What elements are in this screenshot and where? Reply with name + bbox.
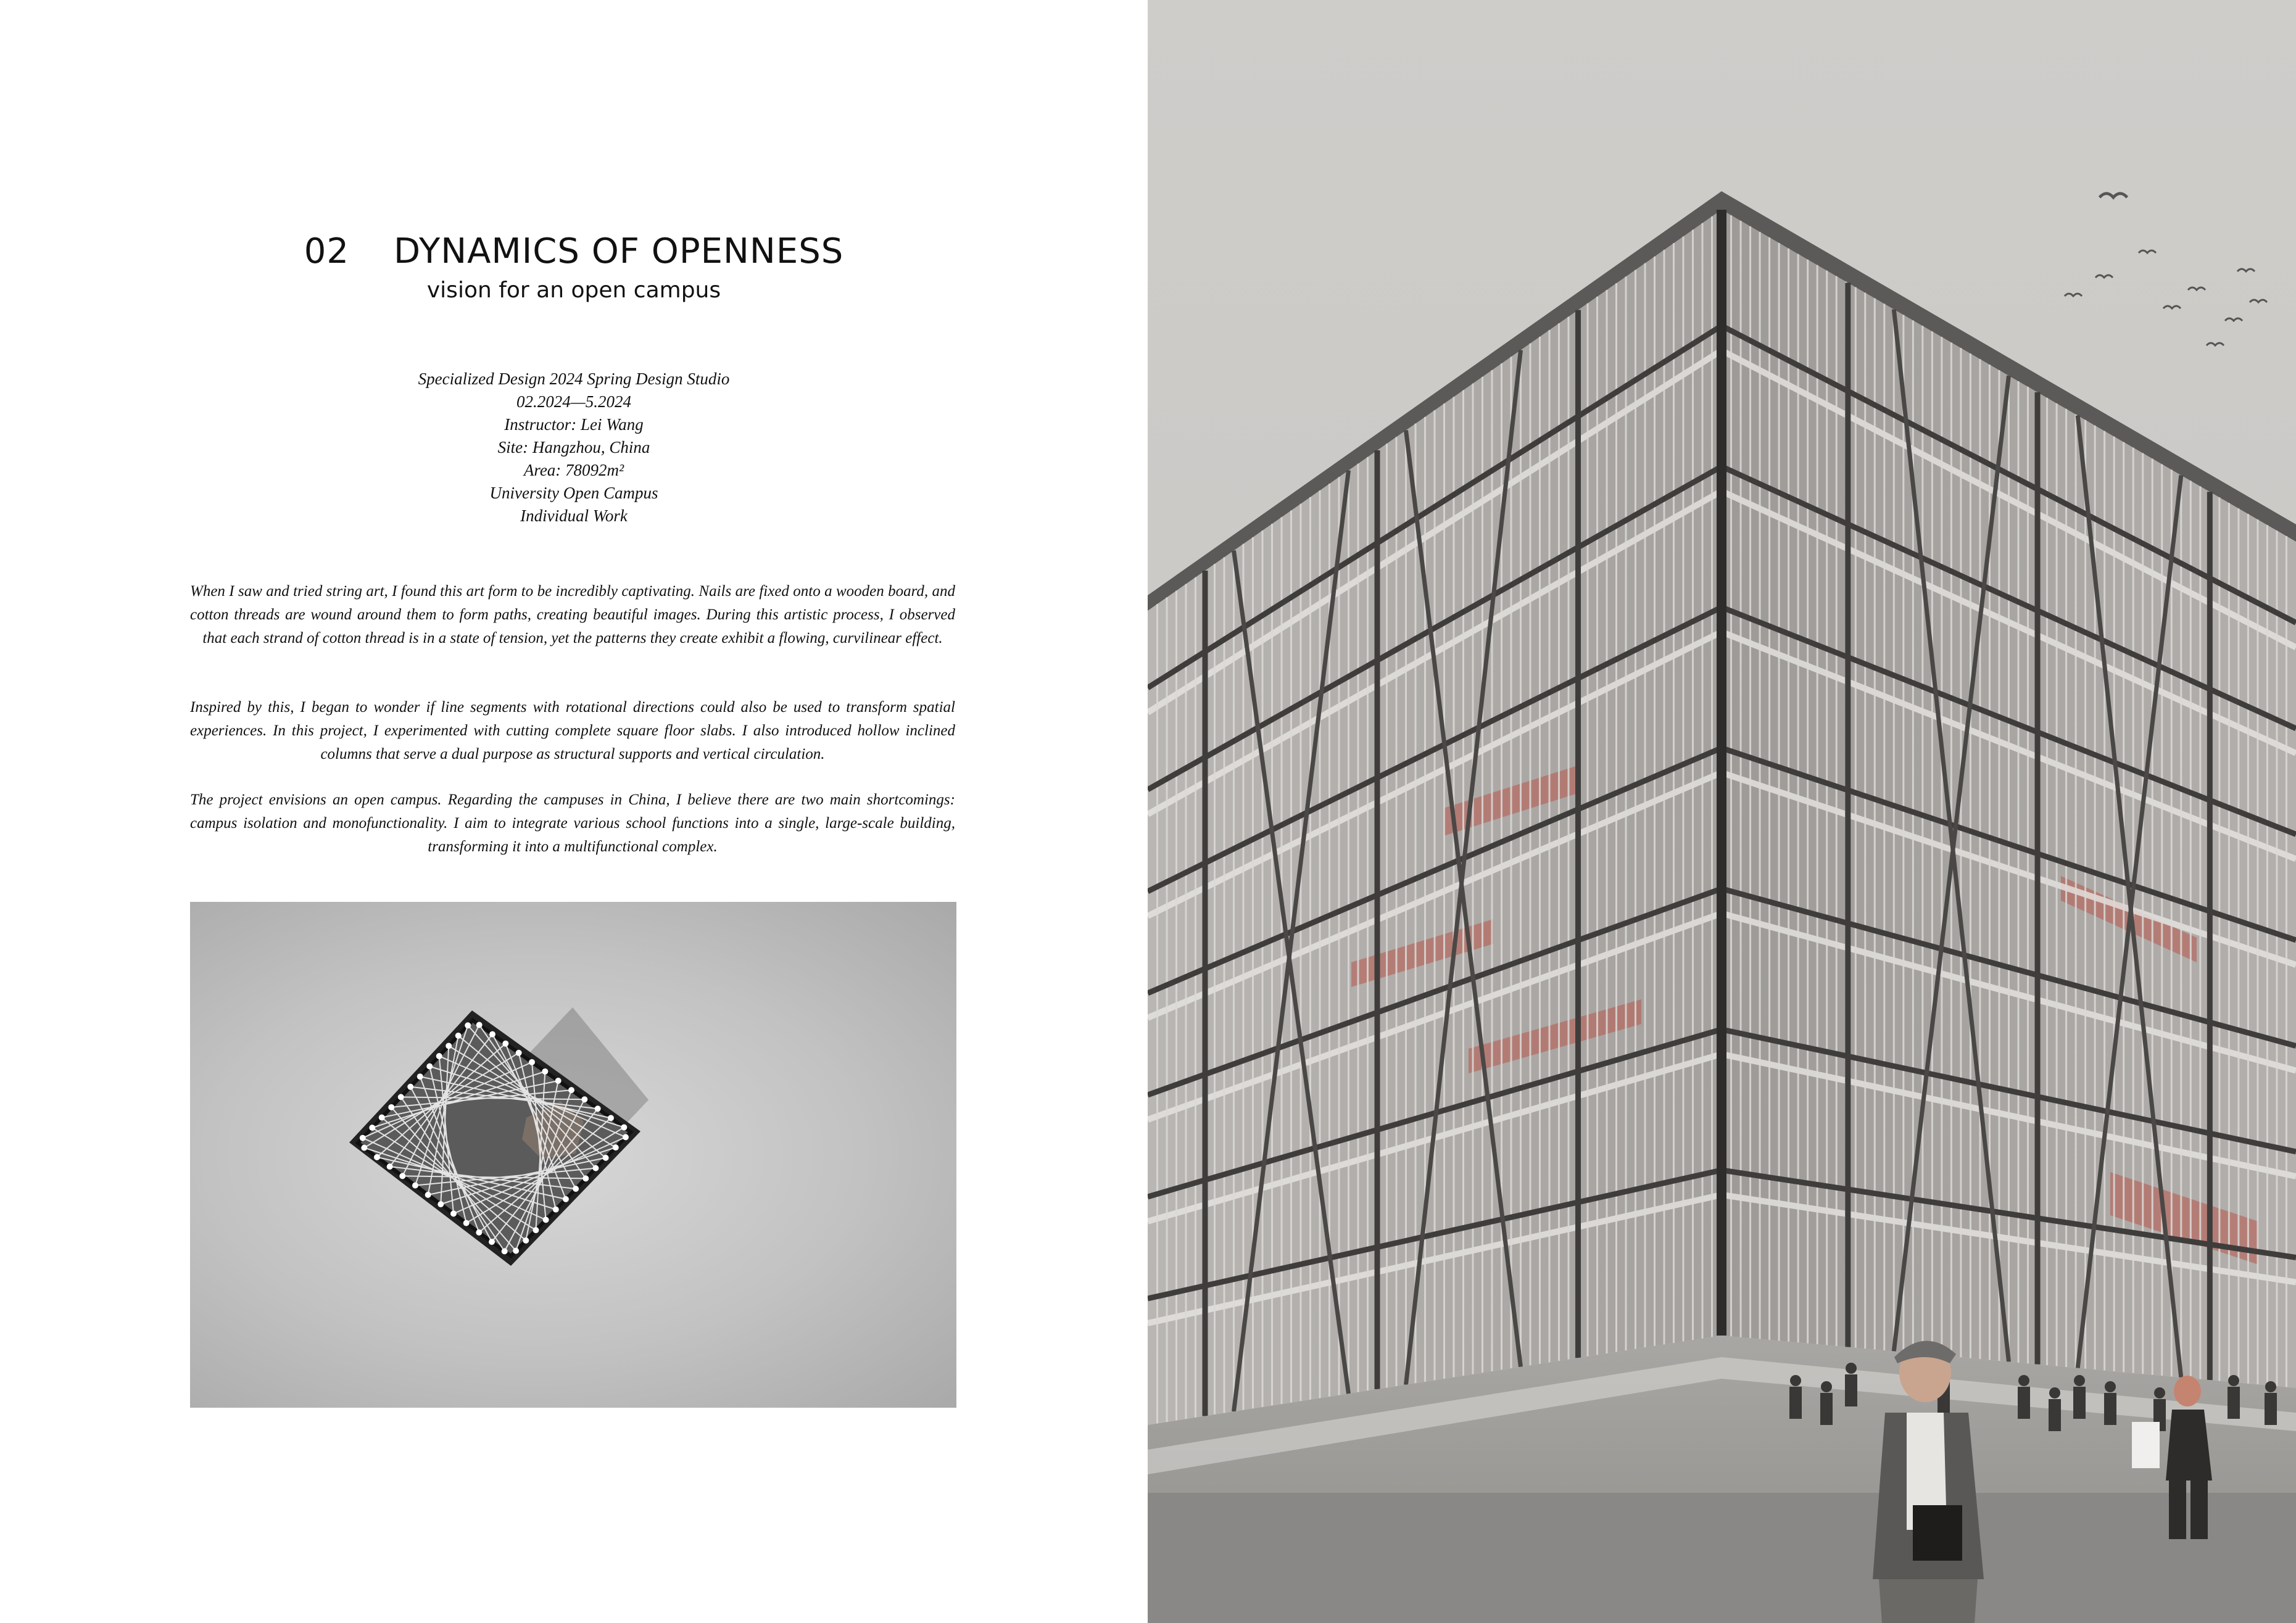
nail <box>623 1134 629 1140</box>
nail <box>417 1073 423 1080</box>
person-head <box>1846 1363 1857 1374</box>
nail <box>523 1237 529 1244</box>
nail <box>603 1155 609 1161</box>
nail <box>516 1050 522 1056</box>
nail <box>581 1096 587 1102</box>
nail <box>513 1248 519 1254</box>
nail <box>555 1078 562 1084</box>
nail <box>573 1186 579 1192</box>
nail <box>592 1165 599 1171</box>
nail <box>412 1183 418 1189</box>
meta-dates: 02.2024—5.2024 <box>516 392 631 411</box>
project-subtitle: vision for an open campus <box>426 278 721 303</box>
nail <box>595 1105 601 1112</box>
nail <box>542 1068 548 1075</box>
paragraph-inspiration: Inspired by this, I began to wonder if line segments with rotational directions could also be used to transform spatial experiences. In this project, I experimented with cutting complete square floor slabs. I also introduced hollow inclined columns that serve a dual purpose as structural supports and vertical circulation. <box>190 699 955 762</box>
nail <box>399 1173 405 1179</box>
nail <box>476 1229 482 1236</box>
meta-instructor: Instructor: Lei Wang <box>504 415 644 434</box>
person-body <box>1845 1374 1857 1406</box>
nail <box>446 1043 452 1049</box>
meta-site: Site: Hangzhou, China <box>497 438 650 456</box>
nail <box>360 1135 366 1141</box>
person-body <box>1820 1393 1833 1425</box>
person-head <box>1790 1375 1801 1386</box>
nail <box>369 1125 375 1131</box>
person-body <box>2018 1387 2030 1419</box>
string-art-photo <box>190 902 956 1408</box>
nail <box>489 1031 495 1038</box>
meta-type: University Open Campus <box>489 484 658 502</box>
person-head <box>2265 1381 2276 1392</box>
nail <box>379 1115 385 1121</box>
nail <box>489 1239 495 1245</box>
nail <box>543 1216 549 1223</box>
project-title: DYNAMICS OF OPENNESS <box>393 231 844 271</box>
nail <box>563 1196 569 1202</box>
nail <box>426 1063 433 1070</box>
nail <box>533 1227 539 1233</box>
person-head <box>2105 1381 2116 1392</box>
meta-studio: Specialized Design 2024 Spring Design Studio <box>418 370 730 388</box>
project-meta <box>0 368 1148 527</box>
person-body <box>1789 1387 1802 1419</box>
rendering-page <box>1148 0 2296 1623</box>
nail <box>361 1145 367 1151</box>
nail <box>613 1144 619 1150</box>
person-body <box>2265 1393 2277 1425</box>
person-body <box>2049 1399 2061 1431</box>
nail <box>465 1022 471 1028</box>
nail <box>436 1053 442 1059</box>
street <box>1148 1493 2296 1623</box>
person-body <box>2228 1387 2240 1419</box>
person-head <box>2228 1375 2239 1386</box>
person-head <box>2018 1375 2029 1386</box>
nail <box>621 1124 627 1130</box>
nail <box>374 1154 380 1160</box>
nail <box>463 1220 470 1226</box>
nail <box>529 1059 535 1065</box>
string-art-board-image <box>190 902 956 1408</box>
nail <box>388 1104 394 1110</box>
meta-area: Area: 78092m² <box>523 461 624 479</box>
person-body <box>2104 1393 2116 1425</box>
paragraph-string-art: When I saw and tried string art, I found this art form to be incredibly captivating. Nails are fixed onto a wooden board, and cotton threads are wound around them to form paths, creating beautiful images. During this artistic process, I observed that each strand of cotton thread is in a state of tension, yet the patterns they create exhibit a flowing, curvilinear effect. <box>190 583 955 646</box>
person-head <box>1821 1381 1832 1392</box>
nail <box>398 1094 404 1100</box>
nail <box>455 1033 462 1039</box>
nail <box>476 1022 483 1028</box>
person-head <box>2049 1387 2060 1398</box>
person-head <box>2074 1375 2085 1386</box>
project-number: 02 <box>304 231 349 271</box>
person-head <box>2154 1387 2165 1398</box>
person-body <box>2073 1387 2086 1419</box>
meta-work: Individual Work <box>520 506 628 525</box>
nail <box>608 1115 614 1121</box>
paragraph-open-campus: The project envisions an open campus. Regarding the campuses in China, I believe there are two main shortcomings: campus isolation and monofunctionality. I aim to integrate various school functions into a single, large-scale building, transforming it into a multifunctional complex. <box>190 791 955 855</box>
nail <box>437 1201 444 1207</box>
nail <box>450 1210 457 1216</box>
nail <box>568 1087 574 1093</box>
nail <box>582 1175 589 1181</box>
nail <box>387 1163 393 1170</box>
nail <box>425 1192 431 1198</box>
nail <box>502 1248 508 1254</box>
campus-building-rendering <box>1148 0 2296 1623</box>
nail <box>502 1041 508 1047</box>
nail <box>407 1084 413 1090</box>
project-title-row <box>0 231 1148 271</box>
nail <box>553 1207 559 1213</box>
